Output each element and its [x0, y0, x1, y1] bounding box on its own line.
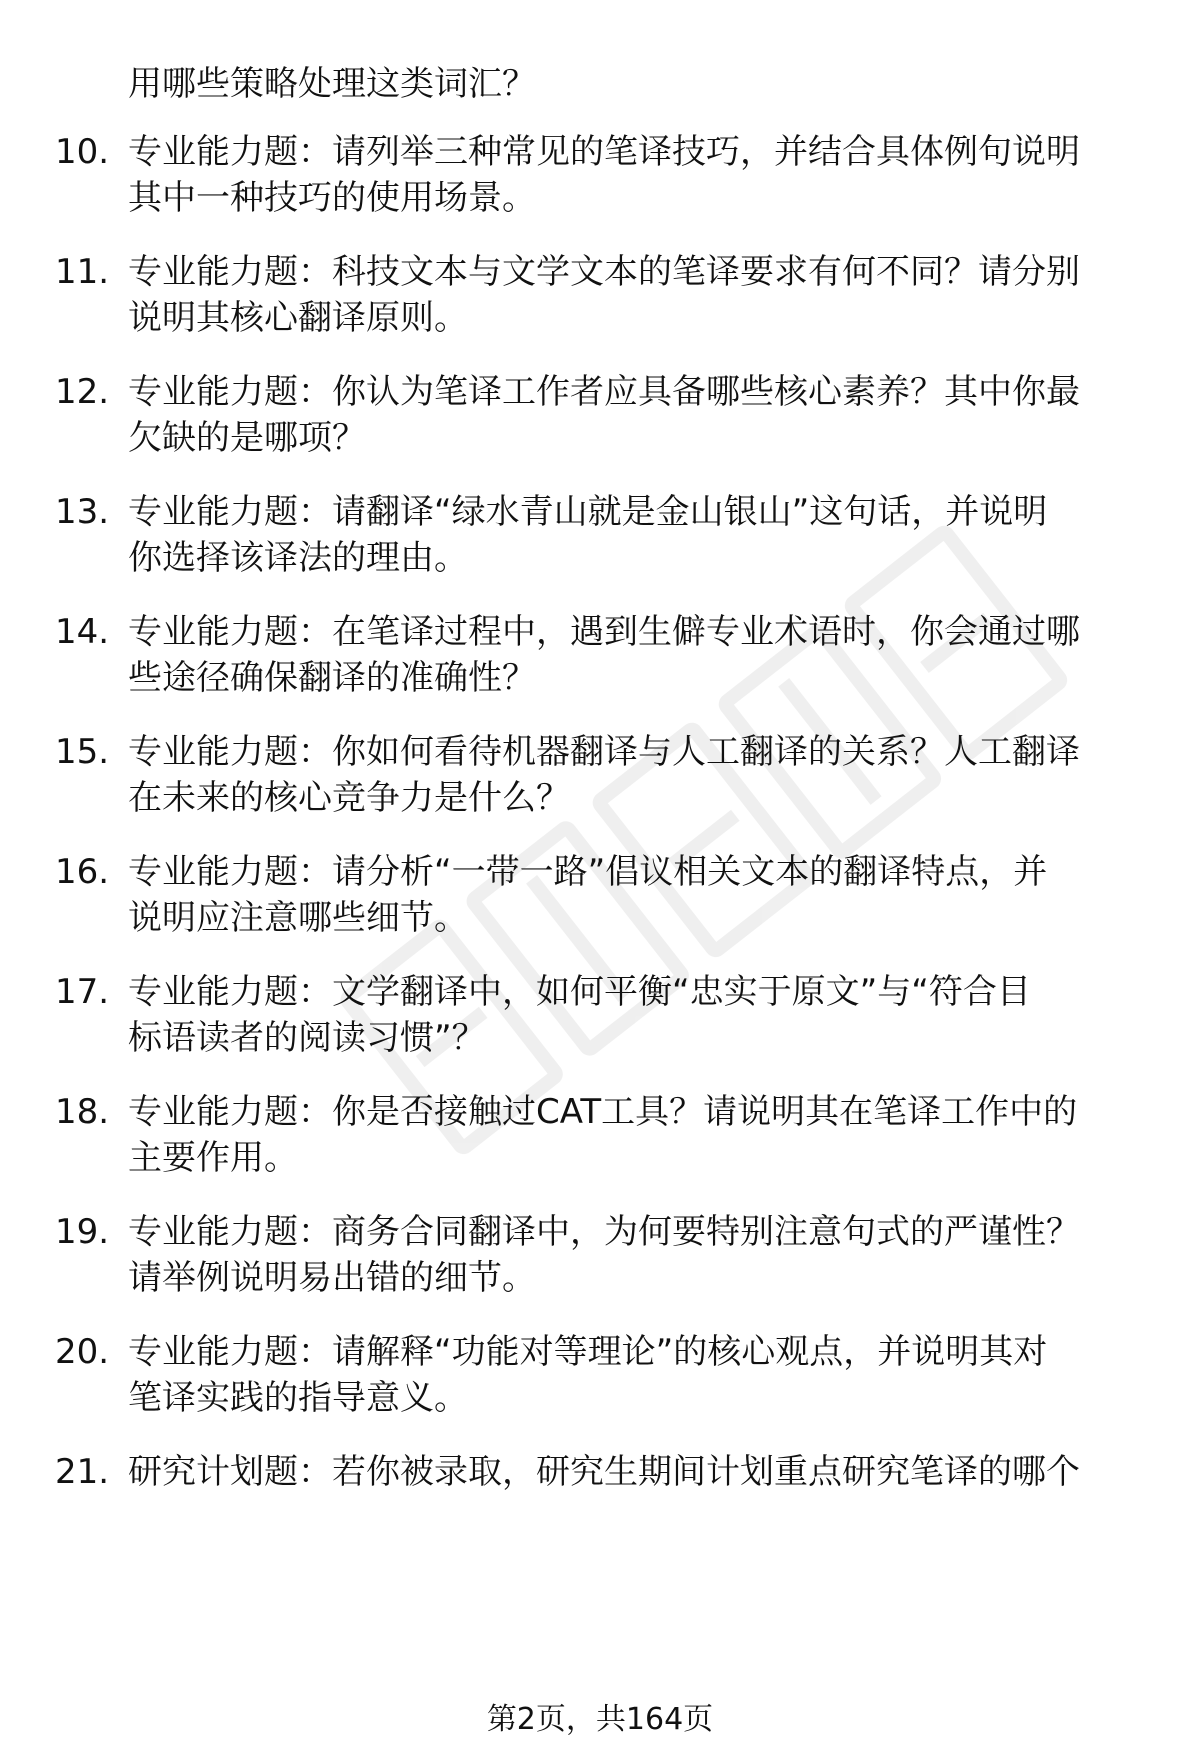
question-line: 专业能力题：你如何看待机器翻译与人工翻译的关系？人工翻译 [128, 732, 1080, 772]
question-number: 12. [55, 372, 110, 412]
question-number: 17. [55, 972, 110, 1012]
question-line: 专业能力题：科技文本与文学文本的笔译要求有何不同？请分别 [128, 252, 1080, 292]
question-line: 专业能力题：请解释“功能对等理论”的核心观点，并说明其对 [128, 1332, 1048, 1372]
question-line: 专业能力题：请翻译“绿水青山就是金山银山”这句话，并说明 [128, 492, 1048, 532]
question-line: 专业能力题：你是否接触过CAT工具？请说明其在笔译工作中的 [128, 1092, 1078, 1132]
question-line: 专业能力题：文学翻译中，如何平衡“忠实于原文”与“符合目 [128, 972, 1031, 1012]
question-number: 18. [55, 1092, 110, 1132]
question-line: 在未来的核心竞争力是什么？ [128, 778, 570, 818]
question-line: 说明其核心翻译原则。 [128, 298, 468, 338]
question-number: 14. [55, 612, 110, 652]
question-line: 笔译实践的指导意义。 [128, 1378, 468, 1418]
question-line: 研究计划题：若你被录取，研究生期间计划重点研究笔译的哪个 [128, 1452, 1080, 1492]
question-number: 15. [55, 732, 110, 772]
question-line: 专业能力题：请列举三种常见的笔译技巧，并结合具体例句说明 [128, 132, 1080, 172]
question-number: 13. [55, 492, 110, 532]
page-footer: 第2页，共164页 [486, 1702, 714, 1737]
intro-line: 用哪些策略处理这类词汇？ [128, 64, 536, 104]
question-line: 些途径确保翻译的准确性？ [128, 658, 536, 698]
question-line: 说明应注意哪些细节。 [128, 898, 468, 938]
question-number: 21. [55, 1452, 110, 1492]
question-line: 标语读者的阅读习惯”？ [128, 1018, 486, 1058]
question-number: 11. [55, 252, 110, 292]
question-number: 20. [55, 1332, 110, 1372]
question-line: 欠缺的是哪项？ [128, 418, 366, 458]
question-line: 专业能力题：在笔译过程中，遇到生僻专业术语时，你会通过哪 [128, 612, 1080, 652]
question-number: 16. [55, 852, 110, 892]
question-line: 专业能力题：你认为笔译工作者应具备哪些核心素养？其中你最 [128, 372, 1080, 412]
question-number: 19. [55, 1212, 110, 1252]
question-line: 专业能力题：请分析“一带一路”倡议相关文本的翻译特点，并 [128, 852, 1048, 892]
question-line: 专业能力题：商务合同翻译中，为何要特别注意句式的严谨性？ [128, 1212, 1080, 1252]
question-line: 主要作用。 [128, 1138, 298, 1178]
question-line: 其中一种技巧的使用场景。 [128, 178, 536, 218]
question-number: 10. [55, 132, 110, 172]
question-line: 你选择该译法的理由。 [128, 538, 468, 578]
question-line: 请举例说明易出错的细节。 [128, 1258, 536, 1298]
